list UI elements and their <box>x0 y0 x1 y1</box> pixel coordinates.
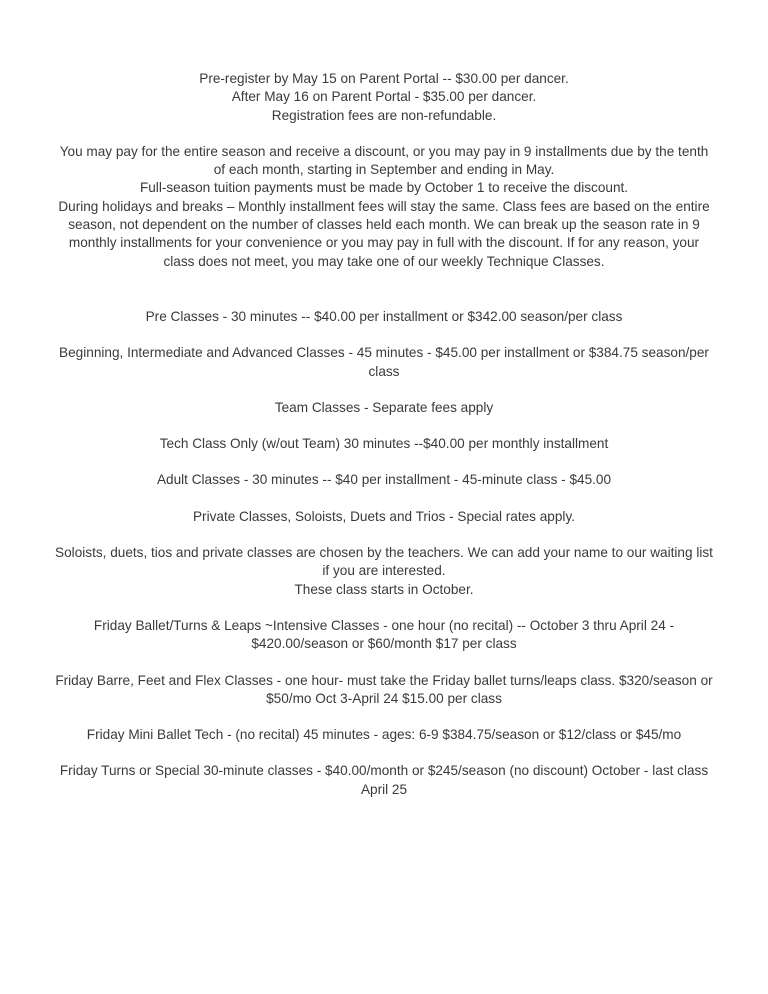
paragraph-registration-fees <box>53 70 715 125</box>
paragraph-pre-classes <box>53 308 715 326</box>
paragraph-friday-mini-ballet-tech <box>53 726 715 744</box>
text-line: You may pay for the entire season and receive a discount, or you may pay in 9 installments due by the tenth of each month, starting in September and ending in May. <box>59 143 709 178</box>
text-line: Pre Classes - 30 minutes -- $40.00 per installment or $342.00 season/per class <box>145 308 623 324</box>
text-line: Soloists, duets, tios and private classes are chosen by the teachers. We can add your name to our waiting list if you are interested. <box>55 545 713 579</box>
paragraph-beginning-intermediate-advanced-classes <box>53 344 715 381</box>
text-line: Team Classes - Separate fees apply <box>274 399 494 415</box>
text-line: After May 16 on Parent Portal - $35.00 per dancer. <box>231 89 537 105</box>
text-line: Beginning, Intermediate and Advanced Classes - 45 minutes - $45.00 per installment or $384.75 season/per class <box>59 345 709 379</box>
paragraph-friday-barre-feet-flex <box>53 672 715 709</box>
paragraph-team-classes <box>53 399 715 417</box>
text-line: Friday Barre, Feet and Flex Classes - one hour- must take the Friday ballet turns/leaps class. $320/season or $50/mo Oct 3-April 24 $15.00 per class <box>55 672 713 706</box>
text-line: During holidays and breaks – Monthly installment fees will stay the same. Class fees are based on the entire season, not dependent on the number of classes held each month. We can break up the season rate in 9 monthly installments for your convenience or you may pay in full with the discount. If for any reason, your class does not meet, you may take one of our weekly Technique Classes. <box>58 198 710 269</box>
text-line: These class starts in October. <box>294 581 474 597</box>
text-line: Registration fees are non-refundable. <box>271 107 497 123</box>
text-line: Pre-register by May 15 on Parent Portal -- $30.00 per dancer. <box>199 71 569 86</box>
paragraph-friday-turns-special <box>53 762 715 799</box>
paragraph-payment-terms <box>53 143 715 271</box>
paragraph-adult-classes <box>53 471 715 489</box>
text-line: Adult Classes - 30 minutes -- $40 per installment - 45-minute class - $45.00 <box>156 472 612 488</box>
document-body <box>53 0 715 799</box>
paragraph-soloists-note <box>53 544 715 599</box>
text-line: Friday Mini Ballet Tech - (no recital) 45 minutes - ages: 6-9 $384.75/season or $12/class or $45/mo <box>86 727 682 743</box>
paragraph-friday-ballet-turns-leaps <box>53 617 715 654</box>
paragraph-tech-class-only <box>53 435 715 453</box>
paragraph-private-classes <box>53 508 715 526</box>
text-line: Private Classes, Soloists, Duets and Trios - Special rates apply. <box>192 508 576 524</box>
text-line: Friday Ballet/Turns & Leaps ~Intensive Classes - one hour (no recital) -- October 3 thru April 24 - $420.00/season or $60/month $17 per class <box>93 617 675 652</box>
text-line: Tech Class Only (w/out Team) 30 minutes --$40.00 per monthly installment <box>159 436 609 452</box>
text-line: Full-season tuition payments must be made by October 1 to receive the discount. <box>139 180 629 196</box>
text-line: Friday Turns or Special 30-minute classes - $40.00/month or $245/season (no discount) October - last class April 25 <box>59 763 709 797</box>
